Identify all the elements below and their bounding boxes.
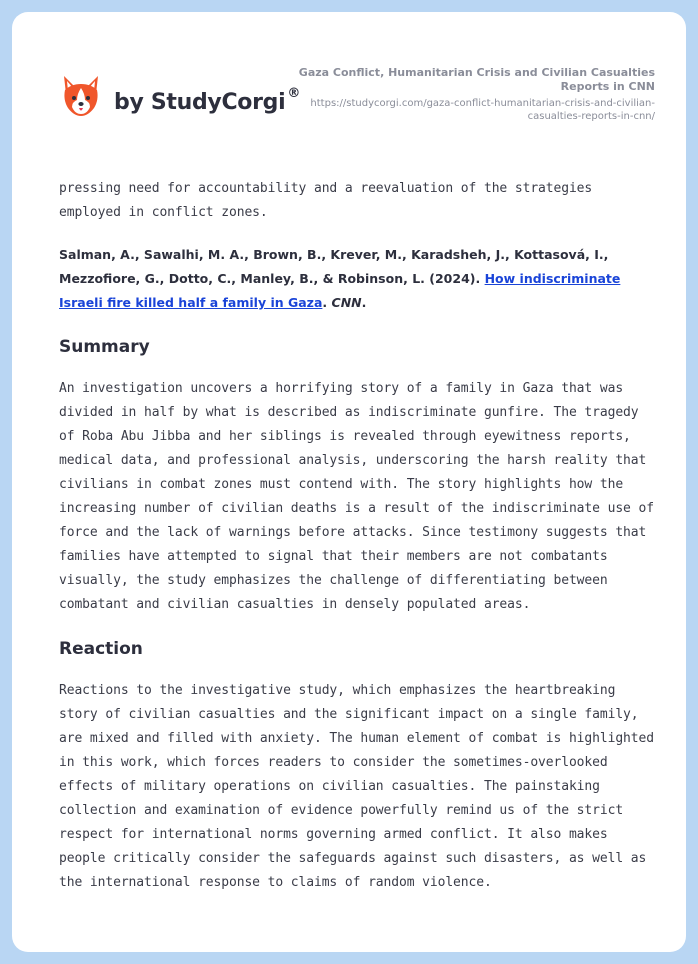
reference-authors: Salman, A., Sawalhi, M. A., Brown, B., Krever, M., Karadsheh, J., Kottasová, I., Mezzofiore, G., Dotto, C., Manley, B., & Robinson, L. (2024). xyxy=(59,247,609,286)
registered-mark: ® xyxy=(287,85,301,101)
reference-entry xyxy=(59,243,657,315)
summary-heading: Summary xyxy=(59,337,150,357)
reaction-paragraph: Reactions to the investigative study, which emphasizes the heartbreaking story of civilian casualties and the significant impact on a single family, are mixed and filled with anxiety. The human element of combat is highlighted in this work, which forces readers to consider the sometimes-overlooked effects of military operations on civilian casualties. The painstaking collection and examination of evidence powerfully remind us of the strict respect for international norms governing armed conflict. It also makes people critically consider the safeguards against such disasters, as well as the international response to claims of random violence. xyxy=(59,683,654,890)
studycorgi-logo[interactable] xyxy=(60,74,300,118)
document-title: Gaza Conflict, Humanitarian Crisis and Civilian Casualties Reports in CNN xyxy=(298,66,655,93)
document-page xyxy=(12,12,686,952)
reference-journal: CNN xyxy=(331,295,362,310)
reference-end: . xyxy=(361,295,367,310)
summary-paragraph: An investigation uncovers a horrifying story of a family in Gaza that was divided in half by what is described as indiscriminate gunfire. The tragedy of Roba Abu Jibba and her siblings is revealed through eyewitness reports, medical data, and professional analysis, underscoring the harsh reality that civilians in combat zones must contend with. The story highlights how the increasing number of civilian deaths is a result of the indiscriminate use of force and the lack of warnings before attacks. Since testimony suggests that families have attempted to signal that their members are not combatants visually, the study emphasizes the challenge of differentiating between combatant and civilian casualties in densely populated areas. xyxy=(59,381,654,612)
intro-paragraph: pressing need for accountability and a reevaluation of the strategies employed in conflict zones. xyxy=(59,181,593,220)
corgi-logo-icon xyxy=(60,74,102,118)
document-content xyxy=(59,177,657,895)
reference-separator: . xyxy=(322,295,332,310)
document-url[interactable]: https://studycorgi.com/gaza-conflict-humanitarian-crisis-and-civilian-casualties-reports-in-cnn/ xyxy=(310,98,655,122)
document-meta xyxy=(295,66,655,123)
brand-name: by StudyCorgi ® xyxy=(114,85,301,115)
reference-link[interactable]: How indiscriminate Israeli fire killed half a family in Gaza xyxy=(59,271,621,310)
reaction-heading: Reaction xyxy=(59,639,143,659)
